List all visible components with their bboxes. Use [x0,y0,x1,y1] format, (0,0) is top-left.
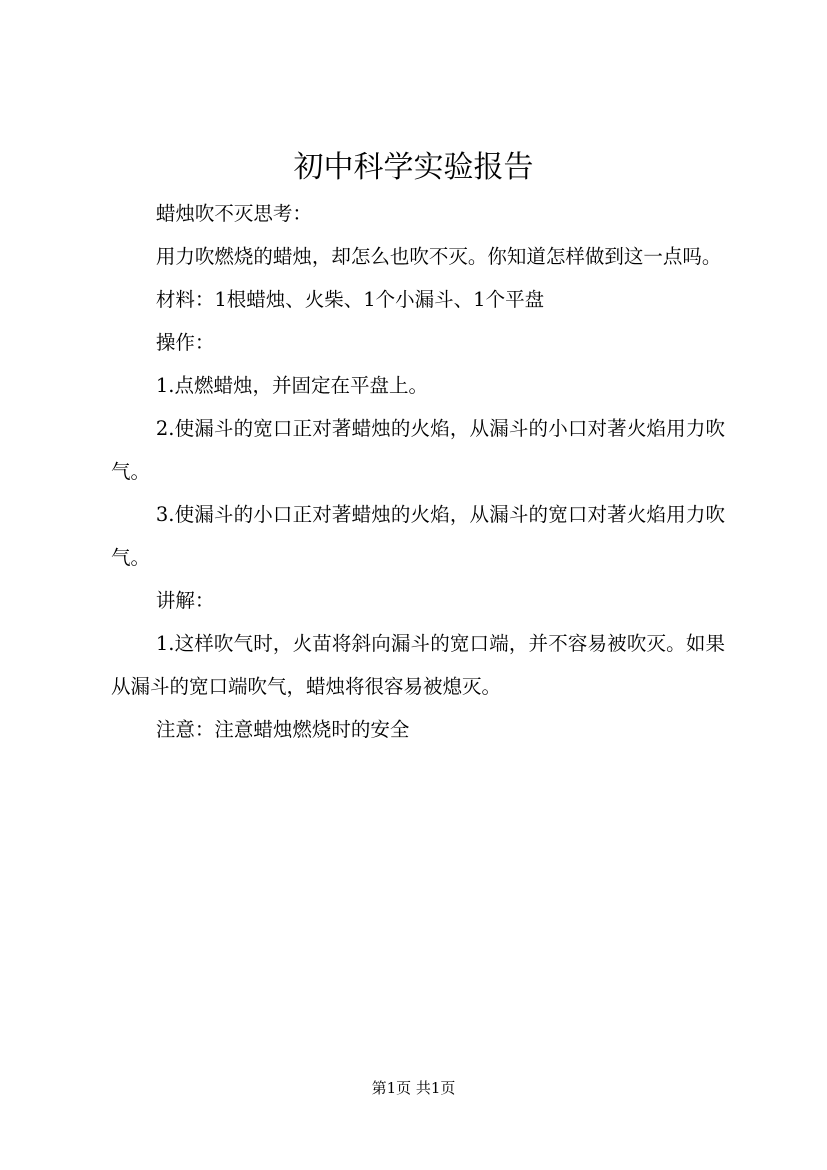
paragraph-materials: 材料：1根蜡烛、火柴、1个小漏斗、1个平盘 [155,288,545,311]
document-title: 初中科学实验报告 [293,150,534,185]
paragraph-step-1: 1.点燃蜡烛，并固定在平盘上。 [155,374,428,397]
paragraph-heading-thinking: 蜡烛吹不灭思考： [155,202,312,225]
paragraph-step-2: 2.使漏斗的宽口正对著蜡烛的火焰，从漏斗的小口对著火焰用力吹气。 [111,417,725,483]
paragraph-explanation-1: 1.这样吹气时，火苗将斜向漏斗的宽口端，并不容易被吹灭。如果从漏斗的宽口端吹气，蜡烛将很容易被熄灭。 [111,632,725,698]
document-body [111,192,725,751]
paragraph-question: 用力吹燃烧的蜡烛，却怎么也吹不灭。你知道怎样做到这一点吗。 [155,245,722,268]
paragraph-explanation-heading: 讲解： [155,589,215,612]
paragraph-step-3: 3.使漏斗的小口正对著蜡烛的火焰，从漏斗的宽口对著火焰用力吹气。 [111,503,725,569]
paragraph-note: 注意：注意蜡烛燃烧时的安全 [155,718,410,741]
paragraph-operation-heading: 操作： [155,331,215,354]
page-footer: 第1页 共1页 [371,1079,456,1097]
